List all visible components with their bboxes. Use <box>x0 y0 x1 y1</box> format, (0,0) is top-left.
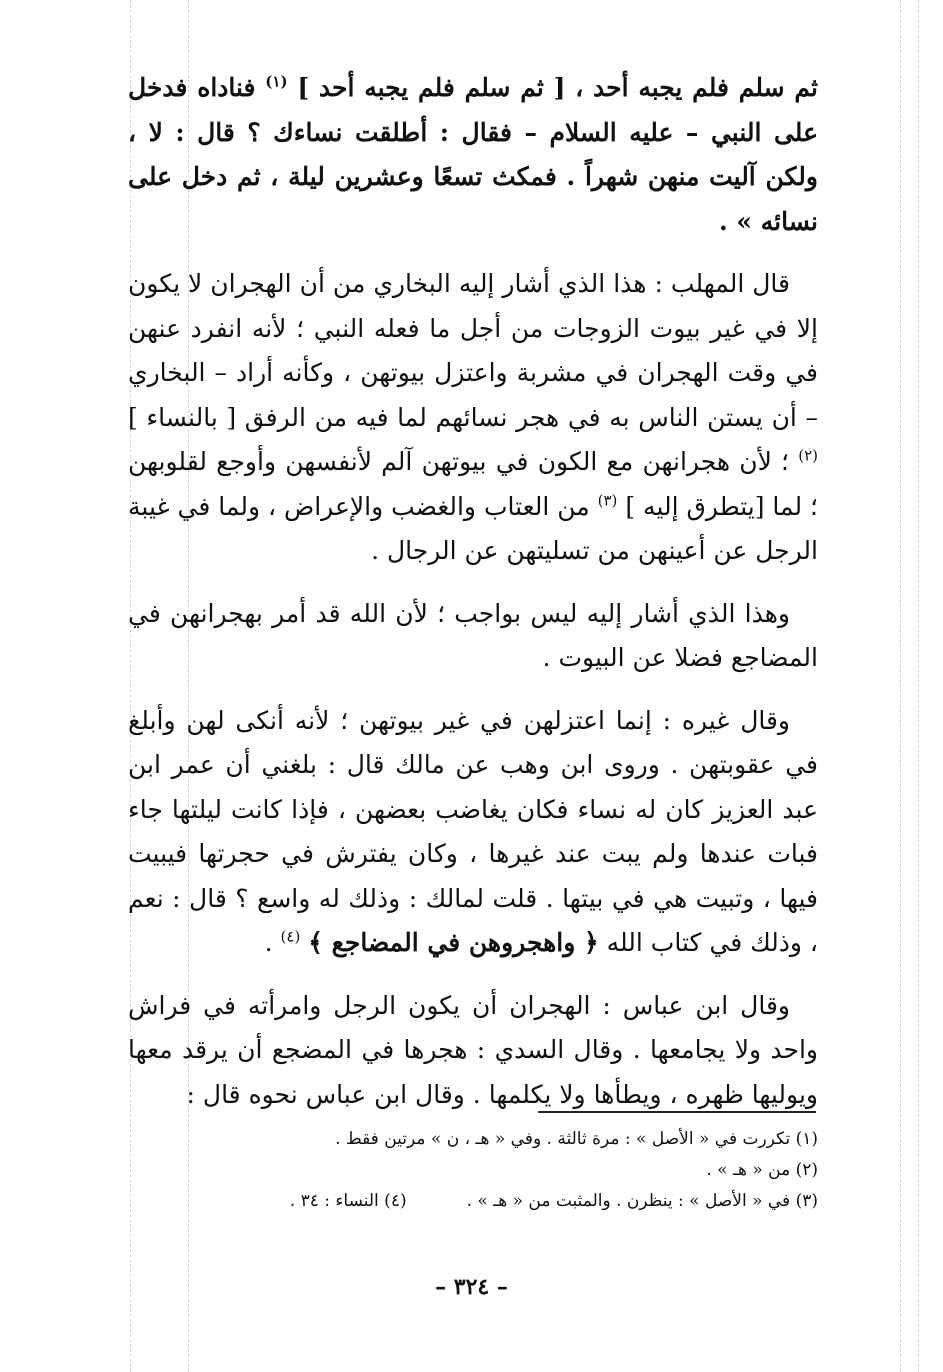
footnote-divider <box>538 1111 816 1113</box>
paragraph-muhallab <box>128 262 818 574</box>
text-run: وقال غيره : إنما اعتزلهن في غير بيوتهن ؛ لأنه أنكى لهن وأبلغ في عقوبتهن . وروى ابن وهب عن مالك قال : بلغني أن عمر ابن عبد العزيز كان له نساء فكان يغاضب بعضهن ، فإذا كانت ليلتها جاء فبات عندها ولم يبت عند غيرها ، وكان يفترش في حجرتها فيبيت فيها ، وتبيت هي في بيتها . قلت لمالك : وذلك له واسع ؟ قال : نعم ، وذلك في كتاب الله <box>128 705 818 957</box>
scan-guide-line <box>918 0 919 1372</box>
footnote-ref-4: (٤) <box>280 927 301 946</box>
scan-guide-line <box>900 0 901 1372</box>
footnote-row <box>128 1186 818 1217</box>
paragraph-other-opinion <box>128 699 818 966</box>
text-run: قال المهلب : هذا الذي أشار إليه البخاري من أن الهجران لا يكون إلا في غير بيوت الزوجات من أجل ما فعله النبي ؛ لأنه انفرد عنهن في وقت الهجران في مشربة واعتزل بيوتهن ، وكأنه أراد – البخاري – أن يستن الناس به في هجر نسائهم لما فيه من الرفق [ بالنساء ] <box>128 269 818 432</box>
paragraph-not-obligatory: وهذا الذي أشار إليه ليس بواجب ؛ لأن الله قد أمر بهجرانهن في المضاجع فضلا عن البيوت . <box>128 598 818 672</box>
text-run: ؛ لأن هجرانهن مع الكون في بيوتهن آلم لأنفسهن وأوجع لقلوبهن ؛ لما [يتطرق إليه ] <box>128 447 818 521</box>
text-run: من العتاب والغضب والإعراض ، ولما في غيبة الرجل عن أعينهن من تسليتهن عن الرجال . <box>128 491 818 565</box>
text-run: ثم سلم فلم يجبه أحد ، [ ثم سلم فلم يجبه أحد ] <box>297 73 818 102</box>
footnote-3: (٣) في « الأصل » : ينظرن . والمثبت من « هـ » . <box>466 1191 818 1211</box>
footnote-4: (٤) النساء : ٣٤ . <box>289 1191 407 1211</box>
main-text <box>128 66 818 1135</box>
footnotes <box>128 1124 818 1217</box>
text-run: . <box>264 928 273 957</box>
footnote-ref-3: (٣) <box>597 491 618 510</box>
page-number: – ٣٢٤ – <box>435 1274 508 1300</box>
footnote-ref-1: (١) <box>265 72 288 91</box>
footnote-1: (١) تكررت في « الأصل » : مرة ثالثة . وفي « هـ ، ن » مرتين فقط . <box>335 1129 818 1149</box>
text-run: فناداه فدخل على النبي – عليه السلام – فقال : أطلقت نساءك ؟ قال : لا ، ولكن آليت منهن شهراً . فمكث تسعًا وعشرين ليلة ، ثم دخل على نسائه » . <box>128 73 818 236</box>
footnote-2: (٢) من « هـ » . <box>706 1160 818 1180</box>
paragraph-hadith-quote <box>128 66 818 244</box>
quran-verse: ﴿ واهجروهن في المضاجع ﴾ <box>308 928 599 957</box>
paragraph-ibn-abbas: وقال ابن عباس : الهجران أن يكون الرجل وامرأته في فراش واحد ولا يجامعها . وقال السدي : هجرها في المضجع أن يرقد معها ويوليها ظهره ، ويطأها ولا يكلمها . وقال ابن عباس نحوه قال : <box>128 990 818 1109</box>
footnote-ref-2: (٢) <box>798 446 819 465</box>
